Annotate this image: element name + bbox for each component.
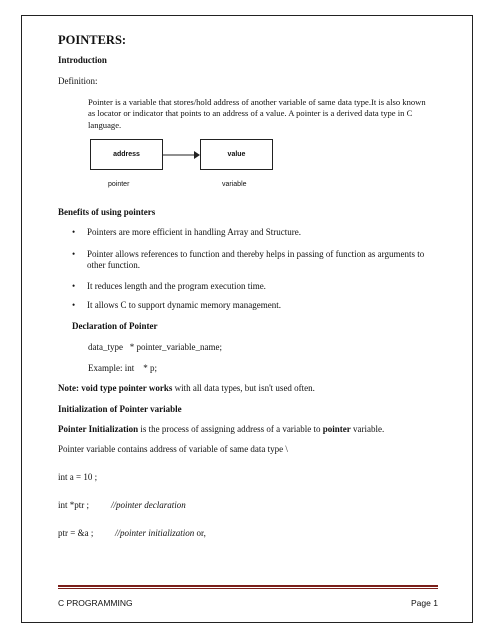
bullet: •: [72, 300, 76, 310]
code-line-1: int a = 10 ;: [58, 472, 98, 482]
footer-rule: [58, 585, 438, 587]
init-bold: Pointer Initialization: [58, 424, 139, 434]
code-comment-3-text: //pointer initialization: [115, 528, 195, 538]
address-box: [90, 139, 163, 170]
value-box-label: value: [227, 151, 246, 158]
bullet: •: [72, 227, 76, 237]
address-box-label: address: [113, 151, 140, 158]
pointer-label: pointer: [108, 181, 130, 188]
footer-rule-thin: [58, 588, 438, 589]
benefit-item: It reduces length and the program execution time.: [87, 281, 266, 291]
code-comment-3: [115, 528, 206, 538]
init-line2: Pointer variable contains address of variable of same data type \: [58, 444, 288, 454]
code-line-2: int *ptr ;: [58, 500, 89, 510]
bullet: •: [72, 281, 76, 291]
definition-paragraph: Pointer is a variable that stores/hold address of another variable of same data type.It is also known as locator or indicator that points to an address of a value. A pointer is a derived data type in C language.: [88, 97, 426, 130]
code-comment-3-tail: or,: [194, 528, 206, 538]
note-line: [58, 383, 315, 393]
init-heading: Initialization of Pointer variable: [58, 404, 182, 414]
page-number: Page 1: [411, 598, 438, 608]
init-mid: is the process of assigning address of a variable to: [138, 424, 323, 434]
arrow-icon: [163, 149, 201, 161]
value-box: [200, 139, 273, 170]
code-line-3: ptr = &a ;: [58, 528, 94, 538]
benefits-heading: Benefits of using pointers: [58, 207, 156, 217]
introduction-heading: Introduction: [58, 55, 107, 65]
variable-label: variable: [222, 181, 247, 188]
footer-title: C PROGRAMMING: [58, 598, 133, 608]
init-end: variable.: [350, 424, 385, 434]
init-definition: [58, 424, 384, 434]
definition-label: Definition:: [58, 76, 98, 86]
benefit-item: Pointer allows references to function and thereby helps in passing of function as arguments to other function.: [87, 249, 425, 270]
init-bold2: pointer: [322, 424, 351, 434]
code-comment-2: //pointer declaration: [111, 500, 186, 510]
declaration-example: Example: int * p;: [88, 363, 157, 373]
page-title: POINTERS:: [58, 33, 127, 47]
declaration-heading: Declaration of Pointer: [72, 321, 158, 331]
note-bold: Note: void type pointer works: [58, 383, 173, 393]
declaration-syntax: data_type * pointer_variable_name;: [88, 342, 222, 352]
note-rest: with all data types, but isn't used often.: [172, 383, 315, 393]
benefit-item: It allows C to support dynamic memory management.: [87, 300, 281, 310]
benefit-item: Pointers are more efficient in handling Array and Structure.: [87, 227, 302, 237]
bullet: •: [72, 249, 76, 259]
